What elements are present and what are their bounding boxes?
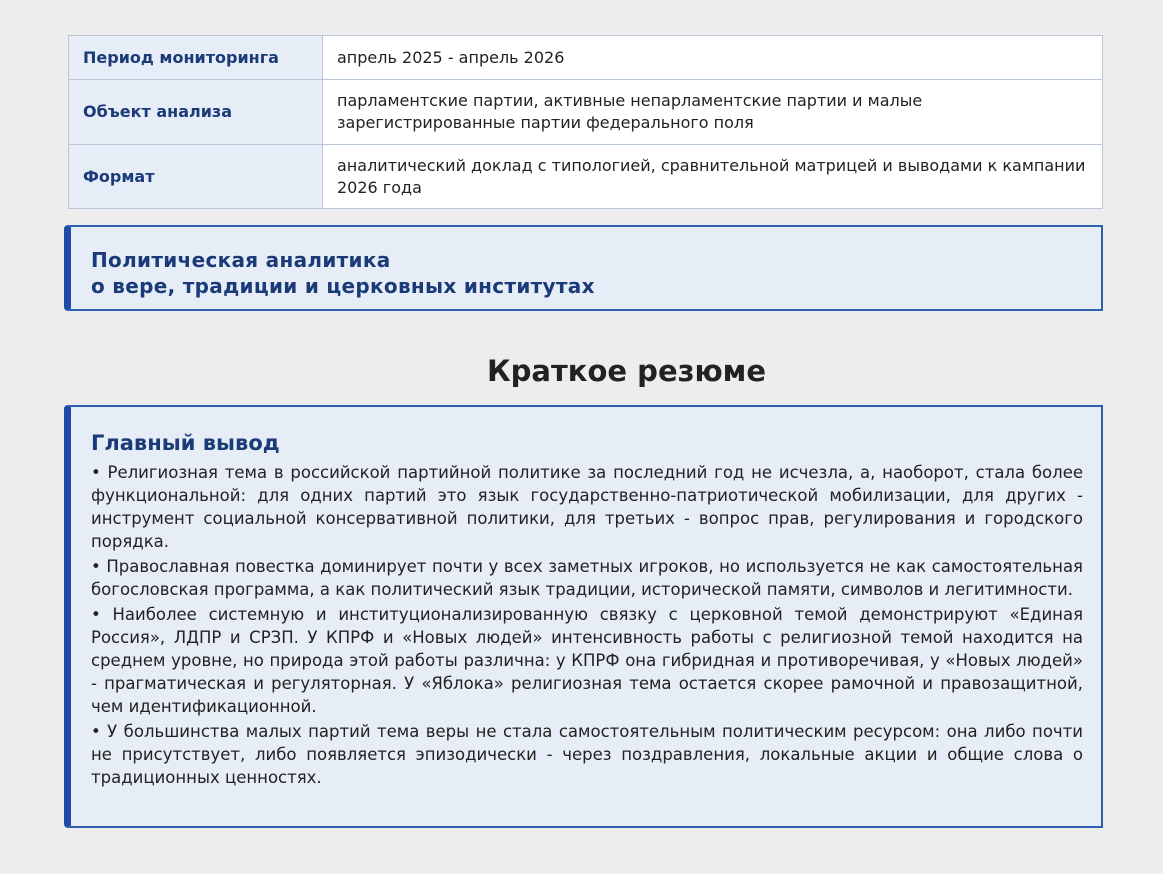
report-title-line-1: Политическая аналитика <box>91 248 391 272</box>
report-meta-table <box>68 35 1103 209</box>
summary-bullet: • Религиозная тема в российской партийной политике за последний год не исчезла, а, наоборот, стала более функциональной: для одних партий это язык государственно-патриотической мобилизации, для других - инструмент социальной консервативной политики, для третьих - вопрос прав, регулирования и городского порядка. <box>91 463 1083 551</box>
meta-value: парламентские партии, активные непарламентские партии и малые зарегистрированные партии федерального поля <box>323 80 1103 145</box>
meta-value: аналитический доклад с типологией, сравнительной матрицей и выводами к кампании 2026 года <box>323 145 1103 209</box>
summary-bullet: • Наиболее системную и институционализированную связку с церковной темой демонстрируют «Единая Россия», ЛДПР и СРЗП. У КПРФ и «Новых людей» интенсивность работы с религиозной темой находится на среднем уровне, но природа этой работы различна: у КПРФ она гибридная и противоречивая, у «Новых людей» - прагматическая и регуляторная. У «Яблока» религиозная тема остается скорее рамочной и правозащитной, чем идентификационной. <box>91 605 1083 716</box>
report-title-line-2: о вере, традиции и церковных институтах <box>91 274 595 298</box>
summary-bullet: • У большинства малых партий тема веры не стала самостоятельным политическим ресурсом: она либо почти не присутствует, либо появляется эпизодически - через поздравления, локальные акции и общие слова о традиционных ценностях. <box>91 722 1083 787</box>
section-title: Краткое резюме <box>486 354 767 388</box>
summary-heading: Главный вывод <box>91 431 280 455</box>
meta-key: Период мониторинга <box>69 36 323 80</box>
meta-key: Формат <box>69 145 323 209</box>
meta-value: апрель 2025 - апрель 2026 <box>323 36 1103 80</box>
meta-row-format <box>69 145 1103 209</box>
meta-row-period <box>69 36 1103 80</box>
meta-row-object <box>69 80 1103 145</box>
meta-key: Объект анализа <box>69 80 323 145</box>
summary-bullet: • Православная повестка доминирует почти у всех заметных игроков, но используется не как самостоятельная богословская программа, а как политический язык традиции, исторической памяти, символов и легитимности. <box>91 557 1083 599</box>
report-title-banner <box>64 225 1103 311</box>
summary-box <box>64 405 1103 828</box>
